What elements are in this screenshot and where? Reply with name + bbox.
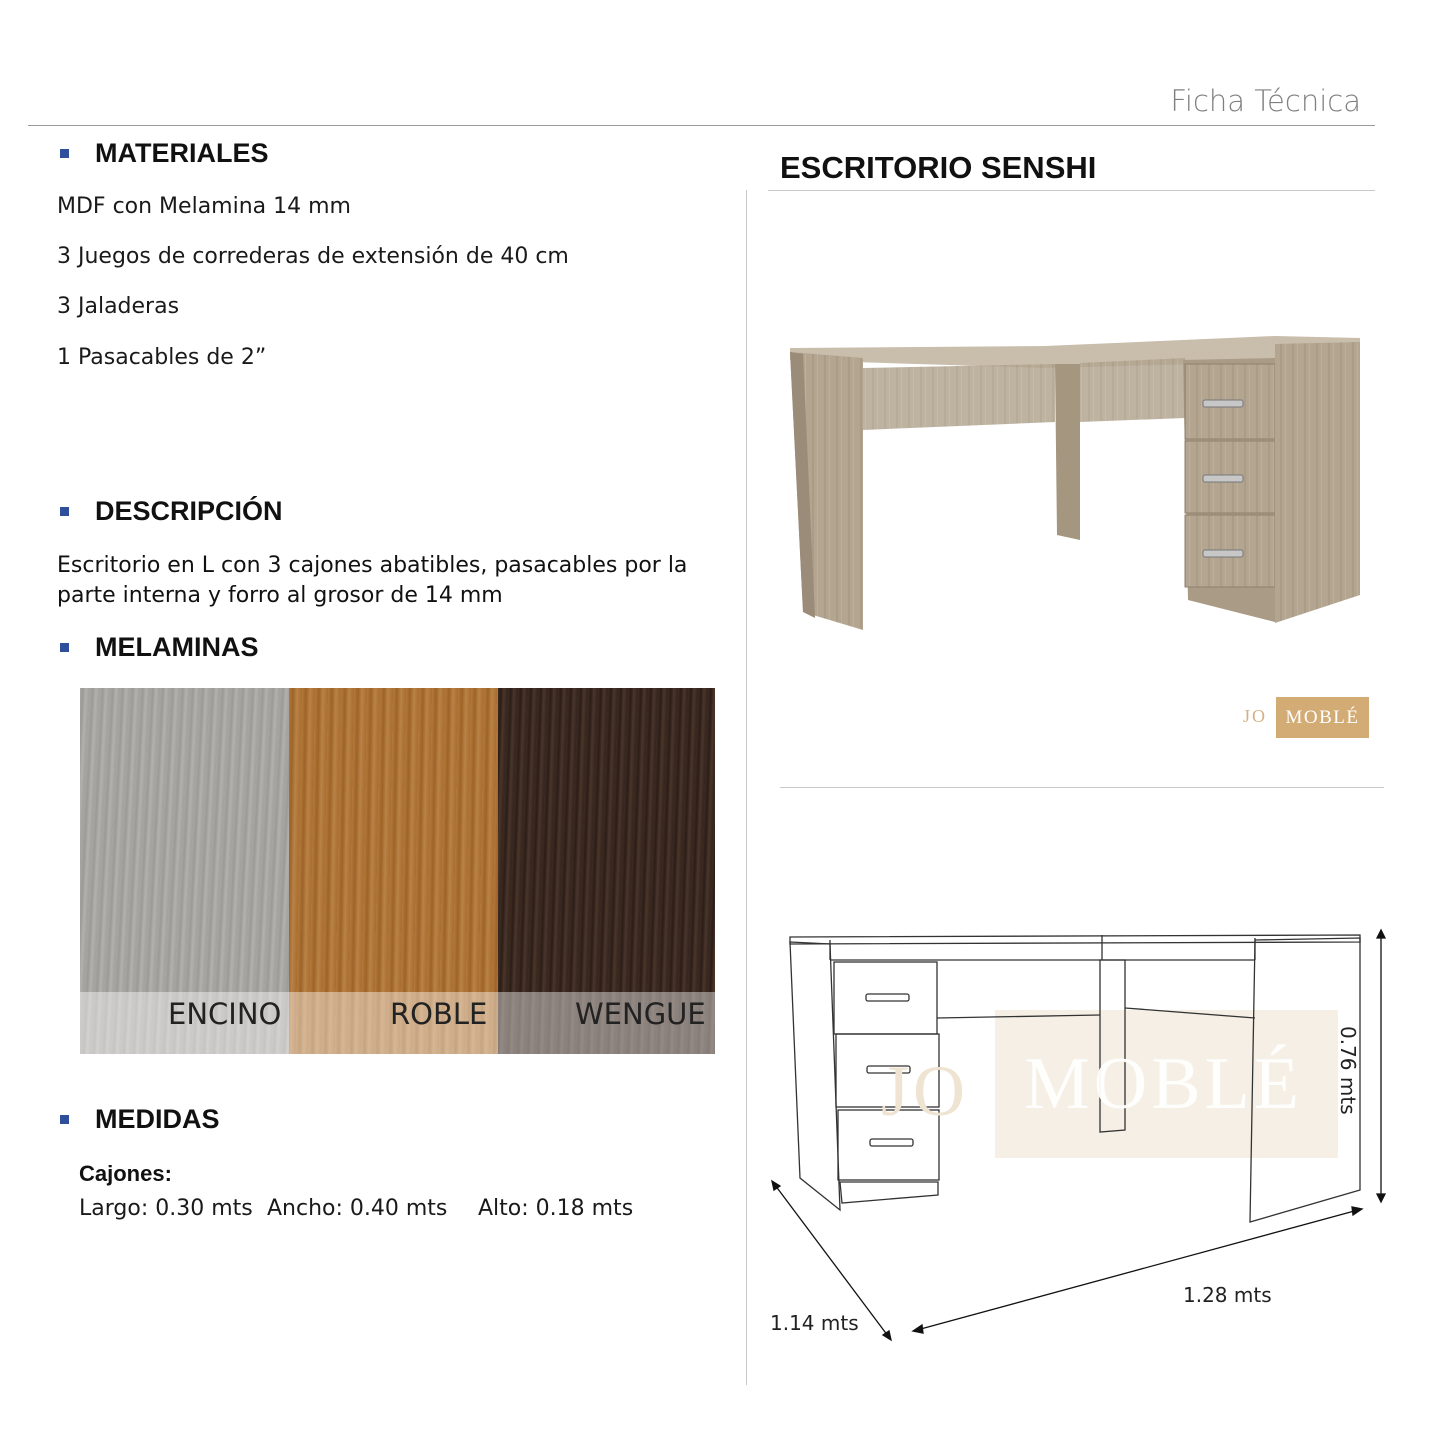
materiales-heading-text: MATERIALES [95, 138, 269, 168]
descripcion-heading [57, 496, 283, 527]
bullet-icon [60, 507, 69, 516]
dimension-height: 0.76 mts [1336, 1026, 1360, 1115]
bullet-icon [60, 149, 69, 158]
desk-technical-drawing [760, 920, 1420, 1350]
melaminas-heading-text: MELAMINAS [95, 632, 259, 662]
watermark-jo: JO [881, 1051, 970, 1131]
product-title: ESCRITORIO SENSHI [780, 150, 1097, 185]
materiales-item: MDF con Melamina 14 mm [57, 194, 351, 219]
descripcion-heading-text: DESCRIPCIÓN [95, 496, 283, 526]
swatch-label-encino: ENCINO [168, 997, 282, 1031]
descripcion-text: Escritorio en L con 3 cajones abatibles, pasacables por la parte interna y forro al grosor de 14 mm [57, 553, 688, 608]
bullet-icon [60, 1115, 69, 1124]
document-header-title: Ficha Técnica [1170, 84, 1361, 118]
medidas-heading [57, 1104, 220, 1135]
swatch-label-roble: ROBLE [390, 997, 488, 1031]
medidas-heading-text: MEDIDAS [95, 1104, 220, 1134]
dimension-width: 1.28 mts [1183, 1283, 1272, 1307]
materiales-heading [57, 138, 269, 169]
materiales-item: 1 Pasacables de 2” [57, 345, 267, 370]
dimension-depth: 1.14 mts [770, 1311, 859, 1335]
medidas-subheading: Cajones: [79, 1161, 172, 1186]
materiales-item: 3 Jaladeras [57, 294, 180, 319]
bullet-icon [60, 643, 69, 652]
brand-logo-moble: MOBLÉ [1276, 697, 1369, 738]
medidas-ancho: Ancho: 0.40 mts [267, 1196, 448, 1221]
melaminas-heading [57, 632, 259, 663]
materiales-item: 3 Juegos de correderas de extensión de 40 cm [57, 244, 569, 269]
medidas-alto: Alto: 0.18 mts [478, 1196, 634, 1221]
column-divider [746, 190, 747, 1385]
swatch-label-wengue: WENGUE [575, 997, 706, 1031]
desk-photo [785, 330, 1365, 630]
section-divider [780, 787, 1384, 788]
watermark-moble: MOBLÉ [1024, 1043, 1303, 1125]
header-divider [28, 125, 1375, 126]
melamine-swatches [80, 688, 715, 1054]
brand-logo-jo: JO [1243, 706, 1268, 726]
title-divider [768, 190, 1375, 191]
medidas-largo: Largo: 0.30 mts [79, 1196, 253, 1221]
